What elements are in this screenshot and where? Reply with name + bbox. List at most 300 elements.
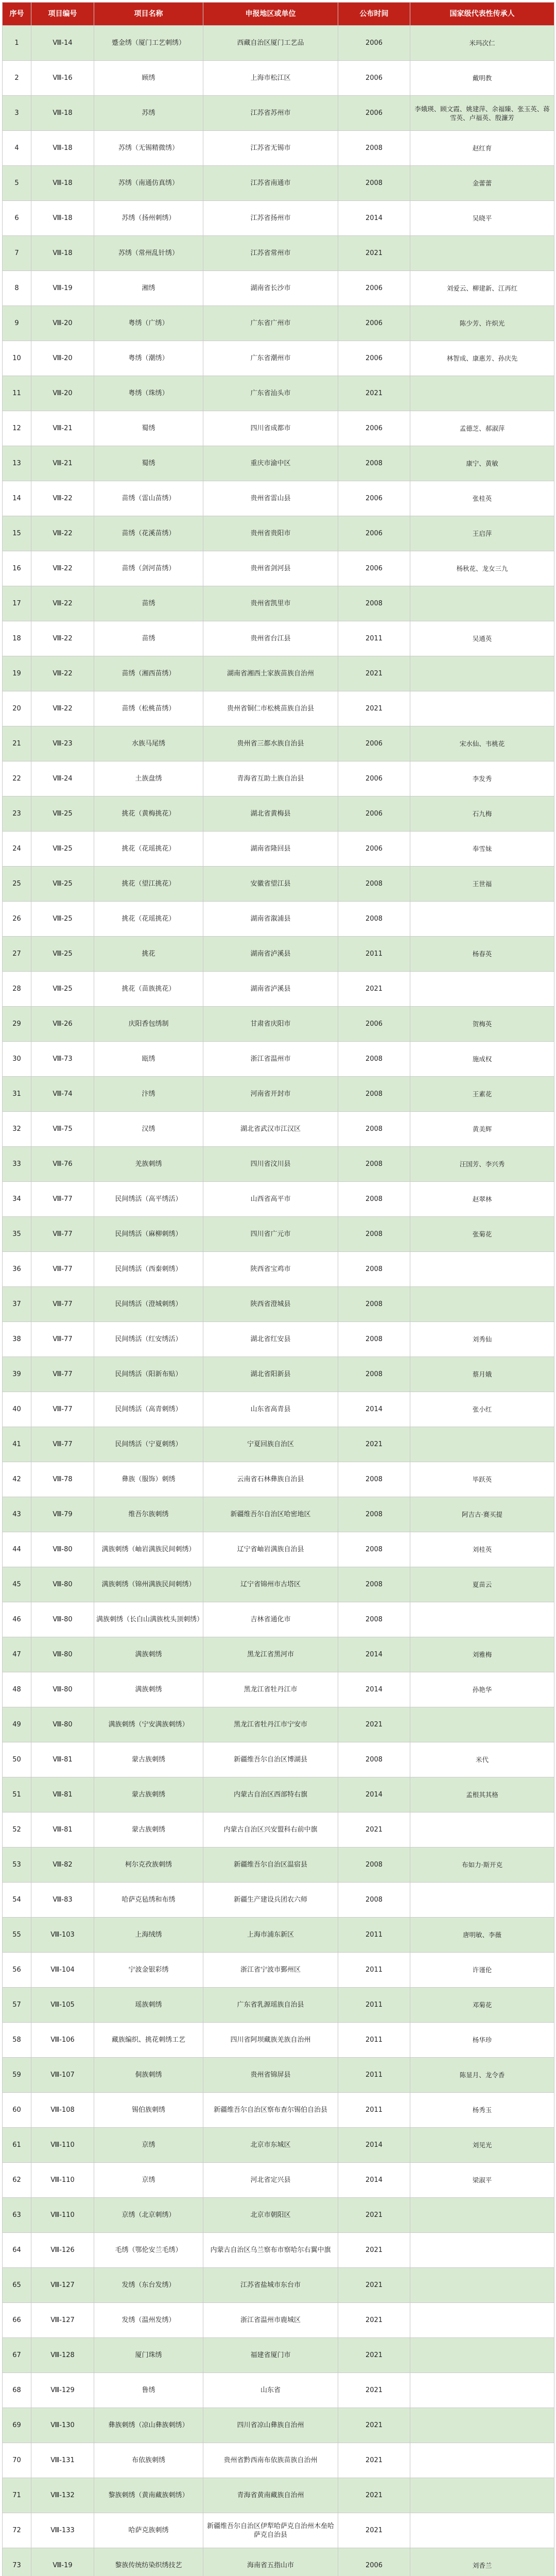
cell-person: 黄美辉: [410, 1112, 554, 1147]
table-row: [3, 1077, 554, 1112]
cell-code: Ⅷ-128: [31, 2338, 94, 2373]
cell-name: 满族刺绣（宁安满族刺绣）: [94, 1707, 203, 1742]
cell-person: 吴通英: [410, 621, 554, 656]
cell-person: 施成权: [410, 1042, 554, 1077]
table-row: [3, 2233, 554, 2268]
cell-code: Ⅷ-77: [31, 1392, 94, 1427]
cell-no: 14: [3, 481, 31, 516]
table-row: [3, 2303, 554, 2338]
cell-year: 2014: [338, 1392, 410, 1427]
cell-code: Ⅷ-133: [31, 2513, 94, 2548]
cell-no: 32: [3, 1112, 31, 1147]
cell-name: 挑花（黄梅挑花）: [94, 796, 203, 832]
cell-region: 宁夏回族自治区: [203, 1427, 338, 1462]
cell-code: Ⅷ-20: [31, 376, 94, 411]
cell-no: 18: [3, 621, 31, 656]
cell-code: Ⅷ-110: [31, 2163, 94, 2198]
cell-no: 73: [3, 2548, 31, 2576]
cell-person: 孙艳华: [410, 1672, 554, 1707]
cell-region: 上海市浦东新区: [203, 1918, 338, 1953]
cell-name: 哈萨克族刺绣: [94, 2513, 203, 2548]
cell-code: Ⅷ-110: [31, 2198, 94, 2233]
cell-year: 2008: [338, 867, 410, 902]
cell-no: 2: [3, 61, 31, 96]
cell-name: 蒙古族刺绣: [94, 1812, 203, 1848]
cell-region: 湖北省阳新县: [203, 1357, 338, 1392]
cell-code: Ⅷ-80: [31, 1532, 94, 1567]
table-row: [3, 1777, 554, 1812]
cell-code: Ⅷ-76: [31, 1147, 94, 1182]
cell-region: 河北省定兴县: [203, 2163, 338, 2198]
cell-code: Ⅷ-25: [31, 937, 94, 972]
cell-year: 2021: [338, 1707, 410, 1742]
cell-code: Ⅷ-77: [31, 1357, 94, 1392]
cell-name: 苗绣: [94, 586, 203, 621]
table-row: [3, 2023, 554, 2058]
cell-year: 2011: [338, 2023, 410, 2058]
cell-person: [410, 2408, 554, 2443]
cell-year: 2006: [338, 761, 410, 796]
cell-person: [410, 902, 554, 937]
cell-year: 2008: [338, 1567, 410, 1602]
cell-name: 苏绣（常州乱针绣）: [94, 236, 203, 271]
cell-region: 四川省汶川县: [203, 1147, 338, 1182]
cell-code: Ⅷ-129: [31, 2373, 94, 2408]
cell-code: Ⅷ-108: [31, 2093, 94, 2128]
table-row: [3, 2443, 554, 2478]
cell-person: 张小红: [410, 1392, 554, 1427]
cell-region: 贵州省雷山县: [203, 481, 338, 516]
table-row: [3, 972, 554, 1007]
cell-no: 55: [3, 1918, 31, 1953]
cell-name: 民间绣活（西秦刺绣）: [94, 1252, 203, 1287]
cell-code: Ⅷ-107: [31, 2058, 94, 2093]
cell-code: Ⅷ-18: [31, 201, 94, 236]
cell-region: 湖北省武汉市江汉区: [203, 1112, 338, 1147]
cell-region: 河南省开封市: [203, 1077, 338, 1112]
cell-person: 阿吉古·赛买提: [410, 1497, 554, 1532]
cell-person: [410, 1427, 554, 1462]
cell-person: 林智成、康惠芳、孙庆先: [410, 341, 554, 376]
cell-code: Ⅷ-81: [31, 1777, 94, 1812]
cell-name: 民间绣活（高平绣活）: [94, 1182, 203, 1217]
table-row: [3, 1918, 554, 1953]
table-row: [3, 2128, 554, 2163]
cell-name: 挑花: [94, 937, 203, 972]
cell-name: 发绣（温州发绣）: [94, 2303, 203, 2338]
cell-name: 苏绣（无锡精微绣）: [94, 131, 203, 166]
cell-region: 浙江省温州市鹿城区: [203, 2303, 338, 2338]
cell-person: 赵翠林: [410, 1182, 554, 1217]
cell-name: 满族刺绣: [94, 1637, 203, 1672]
cell-region: 湖南省隆回县: [203, 832, 338, 867]
cell-year: 2021: [338, 2513, 410, 2548]
cell-person: 杨秋花、龙女三九: [410, 551, 554, 586]
cell-region: 陕西省宝鸡市: [203, 1252, 338, 1287]
cell-region: 新疆维吾尔自治区哈密地区: [203, 1497, 338, 1532]
cell-region: 新疆维吾尔自治区伊犁哈萨克自治州木垒哈萨克自治县: [203, 2513, 338, 2548]
cell-person: 王世福: [410, 867, 554, 902]
cell-region: 湖北省黄梅县: [203, 796, 338, 832]
table-row: [3, 656, 554, 691]
cell-person: 孟根其其格: [410, 1777, 554, 1812]
cell-region: 青海省黄南藏族自治州: [203, 2478, 338, 2513]
cell-no: 58: [3, 2023, 31, 2058]
cell-no: 11: [3, 376, 31, 411]
cell-name: 挑花（苗族挑花）: [94, 972, 203, 1007]
cell-region: 新疆维吾尔自治区察布查尔锡伯自治县: [203, 2093, 338, 2128]
cell-name: 黎族刺绣（黄南藏族刺绣）: [94, 2478, 203, 2513]
cell-name: 京绣（北京刺绣）: [94, 2198, 203, 2233]
cell-year: 2006: [338, 411, 410, 446]
cell-name: 毛绣（鄂伦安兰毛绣）: [94, 2233, 203, 2268]
cell-code: Ⅷ-75: [31, 1112, 94, 1147]
cell-region: 黑龙江省牡丹江市: [203, 1672, 338, 1707]
cell-person: [410, 1602, 554, 1637]
cell-region: 江苏省南通市: [203, 166, 338, 201]
table-row: [3, 2408, 554, 2443]
cell-no: 59: [3, 2058, 31, 2093]
cell-person: 张菊花: [410, 1217, 554, 1252]
cell-code: Ⅷ-82: [31, 1848, 94, 1883]
cell-code: Ⅷ-74: [31, 1077, 94, 1112]
cell-person: 贺梅英: [410, 1007, 554, 1042]
table-row: [3, 1147, 554, 1182]
table-row: [3, 376, 554, 411]
cell-year: 2014: [338, 1672, 410, 1707]
cell-code: Ⅷ-19: [31, 271, 94, 306]
cell-region: 新疆维吾尔自治区温宿县: [203, 1848, 338, 1883]
cell-year: 2008: [338, 1532, 410, 1567]
cell-person: [410, 656, 554, 691]
cell-no: 71: [3, 2478, 31, 2513]
header-year: 公布时间: [338, 3, 410, 26]
table-row: [3, 796, 554, 832]
cell-year: 2021: [338, 2303, 410, 2338]
cell-no: 65: [3, 2268, 31, 2303]
cell-name: 民间绣活（红安绣活）: [94, 1322, 203, 1357]
cell-code: Ⅷ-14: [31, 26, 94, 61]
cell-no: 45: [3, 1567, 31, 1602]
cell-name: 满族刺绣（锦州满族民间刺绣）: [94, 1567, 203, 1602]
cell-code: Ⅷ-80: [31, 1567, 94, 1602]
cell-person: [410, 376, 554, 411]
cell-name: 民间绣活（宁夏刺绣）: [94, 1427, 203, 1462]
cell-region: 四川省成都市: [203, 411, 338, 446]
cell-person: 康宁、黄敏: [410, 446, 554, 481]
cell-name: 蜀绣: [94, 411, 203, 446]
cell-person: [410, 2373, 554, 2408]
table-row: [3, 1392, 554, 1427]
cell-name: 京绣: [94, 2128, 203, 2163]
cell-no: 46: [3, 1602, 31, 1637]
table-row: [3, 2093, 554, 2128]
cell-year: 2008: [338, 131, 410, 166]
cell-name: 民间绣活（麻柳刺绣）: [94, 1217, 203, 1252]
cell-no: 70: [3, 2443, 31, 2478]
table-row: [3, 551, 554, 586]
table-row: [3, 761, 554, 796]
cell-code: Ⅷ-25: [31, 796, 94, 832]
cell-no: 38: [3, 1322, 31, 1357]
table-row: [3, 1637, 554, 1672]
cell-code: Ⅷ-80: [31, 1637, 94, 1672]
table-row: [3, 902, 554, 937]
cell-person: [410, 972, 554, 1007]
cell-name: 挑花（花瑶挑花）: [94, 832, 203, 867]
cell-person: [410, 2513, 554, 2548]
cell-code: Ⅷ-22: [31, 551, 94, 586]
header-person: 国家级代表性传承人: [410, 3, 554, 26]
cell-no: 23: [3, 796, 31, 832]
cell-code: Ⅷ-77: [31, 1322, 94, 1357]
cell-year: 2021: [338, 2373, 410, 2408]
table-row: [3, 236, 554, 271]
cell-region: 上海市松江区: [203, 61, 338, 96]
cell-person: 许谨伦: [410, 1953, 554, 1988]
cell-no: 31: [3, 1077, 31, 1112]
table-row: [3, 1112, 554, 1147]
cell-name: 藏族编织、挑花刺绣工艺: [94, 2023, 203, 2058]
cell-name: 水族马尾绣: [94, 726, 203, 761]
cell-region: 陕西省澄城县: [203, 1287, 338, 1322]
cell-code: Ⅷ-22: [31, 621, 94, 656]
cell-no: 68: [3, 2373, 31, 2408]
cell-year: 2021: [338, 2338, 410, 2373]
cell-code: Ⅷ-106: [31, 2023, 94, 2058]
cell-person: 梁淑平: [410, 2163, 554, 2198]
cell-name: 粤绣（广绣）: [94, 306, 203, 341]
cell-code: Ⅷ-18: [31, 236, 94, 271]
cell-no: 53: [3, 1848, 31, 1883]
table-row: [3, 2058, 554, 2093]
cell-region: 湖南省长沙市: [203, 271, 338, 306]
cell-region: 甘肃省庆阳市: [203, 1007, 338, 1042]
cell-no: 30: [3, 1042, 31, 1077]
cell-code: Ⅷ-25: [31, 972, 94, 1007]
table-row: [3, 2268, 554, 2303]
cell-person: [410, 2478, 554, 2513]
cell-name: 蒙古族刺绣: [94, 1742, 203, 1777]
cell-person: [410, 1812, 554, 1848]
table-row: [3, 1988, 554, 2023]
cell-region: 吉林省通化市: [203, 1602, 338, 1637]
cell-name: 羌族刺绣: [94, 1147, 203, 1182]
cell-name: 蜀绣: [94, 446, 203, 481]
cell-year: 2008: [338, 1462, 410, 1497]
cell-name: 汉绣: [94, 1112, 203, 1147]
table-row: [3, 131, 554, 166]
cell-code: Ⅷ-22: [31, 656, 94, 691]
table-row: [3, 1848, 554, 1883]
header-region: 申报地区或单位: [203, 3, 338, 26]
cell-code: Ⅷ-26: [31, 1007, 94, 1042]
cell-year: 2008: [338, 1182, 410, 1217]
cell-year: 2006: [338, 796, 410, 832]
table-row: [3, 1707, 554, 1742]
table-row: [3, 1322, 554, 1357]
cell-year: 2011: [338, 2093, 410, 2128]
cell-no: 28: [3, 972, 31, 1007]
cell-year: 2021: [338, 1812, 410, 1848]
cell-name: 苗绣（松桃苗绣）: [94, 691, 203, 726]
cell-year: 2008: [338, 1322, 410, 1357]
cell-name: 蒙古族刺绣: [94, 1777, 203, 1812]
cell-year: 2014: [338, 1637, 410, 1672]
header-no: 序号: [3, 3, 31, 26]
cell-name: 挑花（花瑶挑花）: [94, 902, 203, 937]
table-row: [3, 1883, 554, 1918]
cell-year: 2014: [338, 2128, 410, 2163]
table-row: [3, 2163, 554, 2198]
cell-no: 63: [3, 2198, 31, 2233]
cell-no: 41: [3, 1427, 31, 1462]
cell-year: 2021: [338, 972, 410, 1007]
cell-year: 2021: [338, 2268, 410, 2303]
cell-name: 京绣: [94, 2163, 203, 2198]
table-row: [3, 1287, 554, 1322]
cell-name: 苗绣（湘西苗绣）: [94, 656, 203, 691]
cell-person: 刘见光: [410, 2128, 554, 2163]
cell-year: 2006: [338, 481, 410, 516]
cell-region: 北京市东城区: [203, 2128, 338, 2163]
cell-person: 宋水仙、韦桃花: [410, 726, 554, 761]
cell-code: Ⅷ-77: [31, 1427, 94, 1462]
cell-name: 民间绣活（阳新布贴）: [94, 1357, 203, 1392]
cell-no: 22: [3, 761, 31, 796]
cell-year: 2008: [338, 1883, 410, 1918]
cell-no: 51: [3, 1777, 31, 1812]
cell-year: 2006: [338, 832, 410, 867]
cell-person: 杨华珍: [410, 2023, 554, 2058]
cell-code: Ⅷ-80: [31, 1602, 94, 1637]
cell-code: Ⅷ-73: [31, 1042, 94, 1077]
cell-code: Ⅷ-81: [31, 1742, 94, 1777]
cell-year: 2008: [338, 166, 410, 201]
table-row: [3, 937, 554, 972]
cell-region: 内蒙古自治区西部特右旗: [203, 1777, 338, 1812]
cell-name: 发绣（东台发绣）: [94, 2268, 203, 2303]
cell-year: 2014: [338, 201, 410, 236]
cell-person: 刘秀仙: [410, 1322, 554, 1357]
cell-no: 72: [3, 2513, 31, 2548]
cell-name: 满族刺绣（岫岩满族民间刺绣）: [94, 1532, 203, 1567]
cell-no: 36: [3, 1252, 31, 1287]
cell-year: 2021: [338, 2408, 410, 2443]
cell-person: 张桂英: [410, 481, 554, 516]
cell-person: 汪国芳、李兴秀: [410, 1147, 554, 1182]
table-row: [3, 1812, 554, 1848]
table-row: [3, 1182, 554, 1217]
cell-region: 新疆生产建设兵团农六师: [203, 1883, 338, 1918]
table-row: [3, 1602, 554, 1637]
cell-name: 瑶族刺绣: [94, 1988, 203, 2023]
cell-person: [410, 2338, 554, 2373]
table-row: [3, 446, 554, 481]
cell-person: 戴明教: [410, 61, 554, 96]
cell-no: 1: [3, 26, 31, 61]
cell-name: 苗绣（剑河苗绣）: [94, 551, 203, 586]
cell-year: 2006: [338, 306, 410, 341]
cell-code: Ⅷ-22: [31, 481, 94, 516]
cell-code: Ⅷ-20: [31, 341, 94, 376]
table-row: [3, 1742, 554, 1777]
cell-region: 山东省高青县: [203, 1392, 338, 1427]
cell-no: 62: [3, 2163, 31, 2198]
cell-person: 李发秀: [410, 761, 554, 796]
cell-name: 满族刺绣（长白山满族枕头顶刺绣）: [94, 1602, 203, 1637]
cell-person: 王启萍: [410, 516, 554, 551]
cell-no: 61: [3, 2128, 31, 2163]
cell-person: [410, 691, 554, 726]
cell-year: 2008: [338, 586, 410, 621]
cell-region: 辽宁省岫岩满族自治县: [203, 1532, 338, 1567]
cell-person: 唐明敏、李薇: [410, 1918, 554, 1953]
cell-person: 布如力·斯开克: [410, 1848, 554, 1883]
header-name: 项目名称: [94, 3, 203, 26]
cell-code: Ⅷ-78: [31, 1462, 94, 1497]
cell-person: [410, 2303, 554, 2338]
cell-code: Ⅷ-16: [31, 61, 94, 96]
heritage-table: [2, 2, 554, 2576]
cell-region: 贵州省剑河县: [203, 551, 338, 586]
cell-no: 3: [3, 96, 31, 131]
cell-no: 21: [3, 726, 31, 761]
cell-code: Ⅷ-23: [31, 726, 94, 761]
cell-region: 湖南省泸溪县: [203, 937, 338, 972]
cell-name: 布依族刺绣: [94, 2443, 203, 2478]
cell-name: 上海绒绣: [94, 1918, 203, 1953]
cell-person: 赵红育: [410, 131, 554, 166]
cell-region: 浙江省温州市: [203, 1042, 338, 1077]
cell-region: 浙江省宁波市鄞州区: [203, 1953, 338, 1988]
cell-no: 66: [3, 2303, 31, 2338]
cell-region: 江苏省盐城市东台市: [203, 2268, 338, 2303]
cell-year: 2021: [338, 2233, 410, 2268]
cell-person: [410, 2268, 554, 2303]
cell-code: Ⅷ-130: [31, 2408, 94, 2443]
cell-code: Ⅷ-83: [31, 1883, 94, 1918]
cell-no: 60: [3, 2093, 31, 2128]
table-row: [3, 411, 554, 446]
table-row: [3, 832, 554, 867]
cell-name: 民间绣活（高青刺绣）: [94, 1392, 203, 1427]
cell-year: 2008: [338, 1497, 410, 1532]
cell-region: 重庆市渝中区: [203, 446, 338, 481]
cell-person: 邓菊花: [410, 1988, 554, 2023]
cell-no: 5: [3, 166, 31, 201]
cell-person: [410, 1287, 554, 1322]
cell-code: Ⅷ-110: [31, 2128, 94, 2163]
cell-year: 2008: [338, 1147, 410, 1182]
cell-year: 2008: [338, 902, 410, 937]
cell-person: 杨秀玉: [410, 2093, 554, 2128]
table-row: [3, 61, 554, 96]
cell-no: 43: [3, 1497, 31, 1532]
cell-name: 苏绣: [94, 96, 203, 131]
table-row: [3, 2478, 554, 2513]
table-row: [3, 481, 554, 516]
cell-no: 20: [3, 691, 31, 726]
cell-code: Ⅷ-80: [31, 1707, 94, 1742]
cell-no: 8: [3, 271, 31, 306]
cell-no: 47: [3, 1637, 31, 1672]
cell-year: 2006: [338, 271, 410, 306]
cell-person: 刘香兰: [410, 2548, 554, 2576]
cell-name: 民间绣活（澄城刺绣）: [94, 1287, 203, 1322]
cell-year: 2008: [338, 1742, 410, 1777]
table-row: [3, 1567, 554, 1602]
